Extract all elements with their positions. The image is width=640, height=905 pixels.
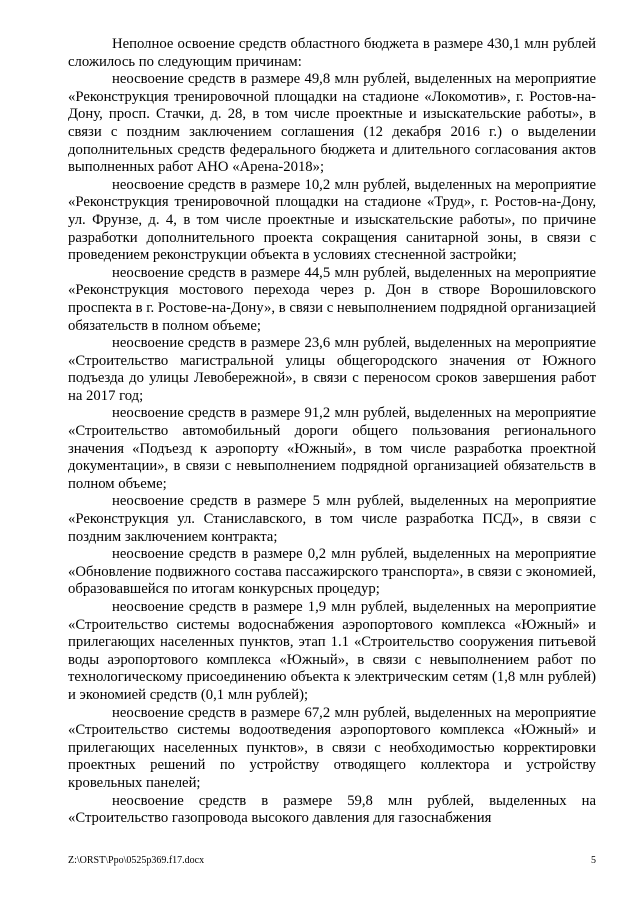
- paragraph: неосвоение средств в размере 49,8 млн рублей, выделенных на мероприятие «Реконструкция тренировочной площадки на стадионе «Локомотив», г. Ростов-на-Дону, просп. Стачки, д. 28, в том числе проектные и изыскательские работы», в связи с поздним заключением соглашения (12 декабря 2016 г.) о выделении дополнительных средств федерального бюджета и длительного согласования актов выполненных работ АНО «Арена-2018»;: [68, 71, 596, 176]
- paragraph: неосвоение средств в размере 1,9 млн рублей, выделенных на мероприятие «Строительство системы водоснабжения аэропортового комплекса «Южный» и прилегающих населенных пунктов, этап 1.1 «Строительство сооружения питьевой воды аэропортового комплекса «Южный», в связи с невыполнением работ по технологическому присоединению объекта к электрическим сетям (1,8 млн рублей) и экономией средств (0,1 млн рублей);: [68, 599, 596, 703]
- paragraph: Неполное освоение средств областного бюджета в размере 430,1 млн рублей сложилось по следующим причинам:: [68, 36, 596, 70]
- page-number: 5: [591, 855, 596, 866]
- page-footer: [68, 855, 596, 867]
- document-body: [68, 36, 596, 828]
- footer-file-path: Z:\ORST\Ppo\0525p369.f17.docx: [68, 855, 205, 866]
- paragraph: неосвоение средств в размере 10,2 млн рублей, выделенных на мероприятие «Реконструкция тренировочной площадки на стадионе «Труд», г. Ростов-на-Дону, ул. Фрунзе, д. 4, в том числе проектные и изыскательские работы», по причине разработки дополнительного проекта сокращения санитарной зоны, в связи с проведением реконструкции объекта в условиях стесненной застройки;: [68, 176, 596, 264]
- paragraph: неосвоение средств в размере 67,2 млн рублей, выделенных на мероприятие «Строительство системы водоотведения аэропортового комплекса «Южный» и прилегающих населенных пунктов», в связи с необходимостью корректировки проектных решений по устройству отводящего коллектора и устройству кровельных панелей;: [68, 704, 596, 791]
- paragraph: неосвоение средств в размере 59,8 млн рублей, выделенных на «Строительство газопровода высокого давления для газоснабжения: [68, 792, 596, 827]
- paragraph: неосвоение средств в размере 0,2 млн рублей, выделенных на мероприятие «Обновление подвижного состава пассажирского транспорта», в связи с экономией, образовавшейся по итогам конкурсных процедур;: [68, 546, 596, 598]
- paragraph: неосвоение средств в размере 44,5 млн рублей, выделенных на мероприятие «Реконструкция мостового перехода через р. Дон в створе Ворошиловского проспекта в г. Ростове-на-Дону», в связи с невыполнением подрядной организацией обязательств в полном объеме;: [68, 264, 596, 334]
- paragraph: неосвоение средств в размере 91,2 млн рублей, выделенных на мероприятие «Строительство автомобильный дороги общего пользования регионального значения «Подъезд к аэропорту «Южный», в том числе разработка проектной документации», в связи с невыполнением подрядной организацией обязательств в полном объеме;: [68, 405, 596, 492]
- paragraph: неосвоение средств в размере 5 млн рублей, выделенных на мероприятие «Реконструкция ул. Станиславского, в том числе разработка ПСД», в связи с поздним заключением контракта;: [68, 493, 596, 545]
- paragraph: неосвоение средств в размере 23,6 млн рублей, выделенных на мероприятие «Строительство магистральной улицы общегородского значения от Южного подъезда до улицы Левобережной», в связи с переносом сроков завершения работ на 2017 год;: [68, 335, 596, 404]
